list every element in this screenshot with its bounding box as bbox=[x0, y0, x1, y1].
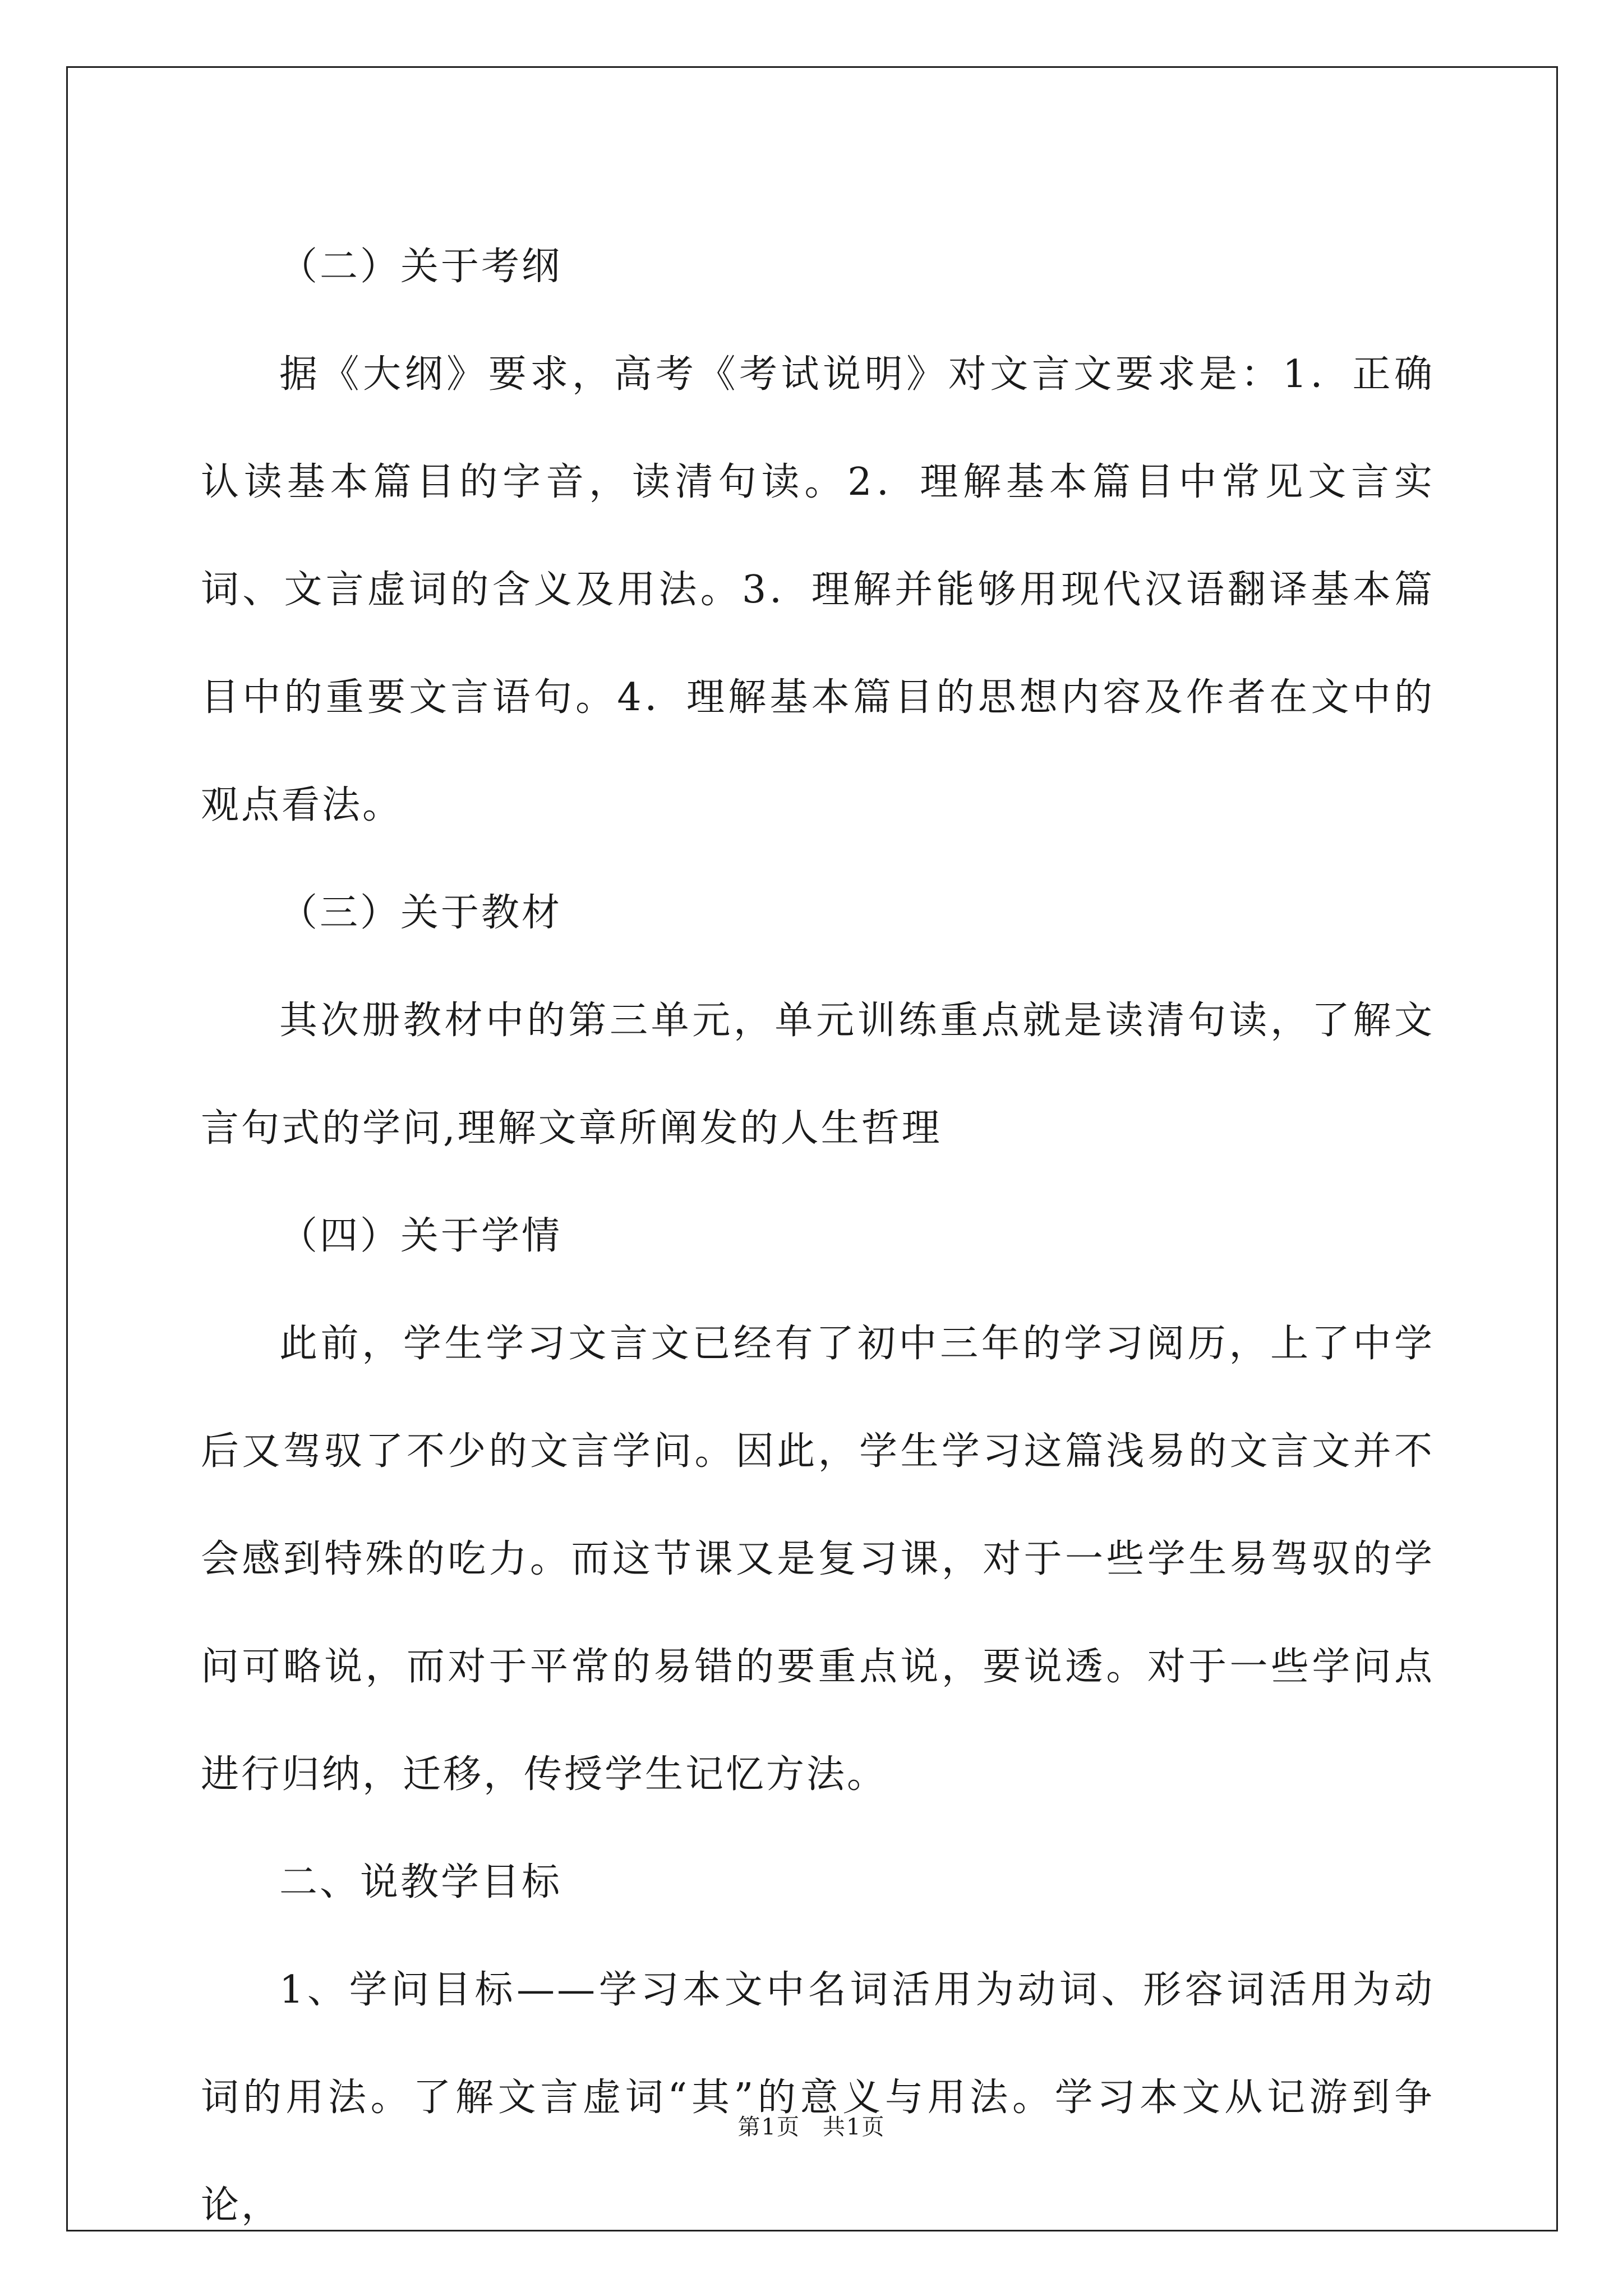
paragraph-xueqing: 此前，学生学习文言文已经有了初中三年的学习阅历，上了中学后又驾驭了不少的文言学问。因此，学生学习这篇浅易的文言文并不会感到特殊的吃力。而这节课又是复习课，对于一些学生易驾驭的学问可略说，而对于平常的易错的要重点说，要说透。对于一些学问点进行归纳，迁移，传授学生记忆方法。 bbox=[201, 1322, 1435, 1797]
paragraph-knowledge-goal: 1、学问目标——学习本文中名词活用为动词、形容词活用为动词的用法。了解文言虚词“其”的意义与用法。学习本文从记游到争论， bbox=[201, 1968, 1435, 2228]
page-footer bbox=[0, 2109, 1623, 2141]
page-number: 第1页 bbox=[737, 2114, 800, 2140]
document-body bbox=[201, 213, 1435, 2260]
paragraph-jiaocai: 其次册教材中的第三单元，单元训练重点就是读清句读，了解文言句式的学问,理解文章所阐发的人生哲理 bbox=[201, 999, 1435, 1151]
page-total: 共1页 bbox=[823, 2114, 886, 2140]
section-heading-xueqing: （四）关于学情 bbox=[279, 1214, 562, 1258]
section-heading-jiaocai: （三）关于教材 bbox=[279, 891, 562, 935]
paragraph-kaogang-requirements: 据《大纲》要求，高考《考试说明》对文言文要求是：1．正确认读基本篇目的字音，读清句读。2．理解基本篇目中常见文言实词、文言虚词的含义及用法。3．理解并能够用现代汉语翻译基本篇目中的重要文言语句。4．理解基本篇目的思想内容及作者在文中的观点看法。 bbox=[201, 352, 1435, 827]
section-heading-teaching-goals: 二、说教学目标 bbox=[279, 1860, 562, 1904]
section-heading-kaogang: （二）关于考纲 bbox=[279, 245, 562, 289]
